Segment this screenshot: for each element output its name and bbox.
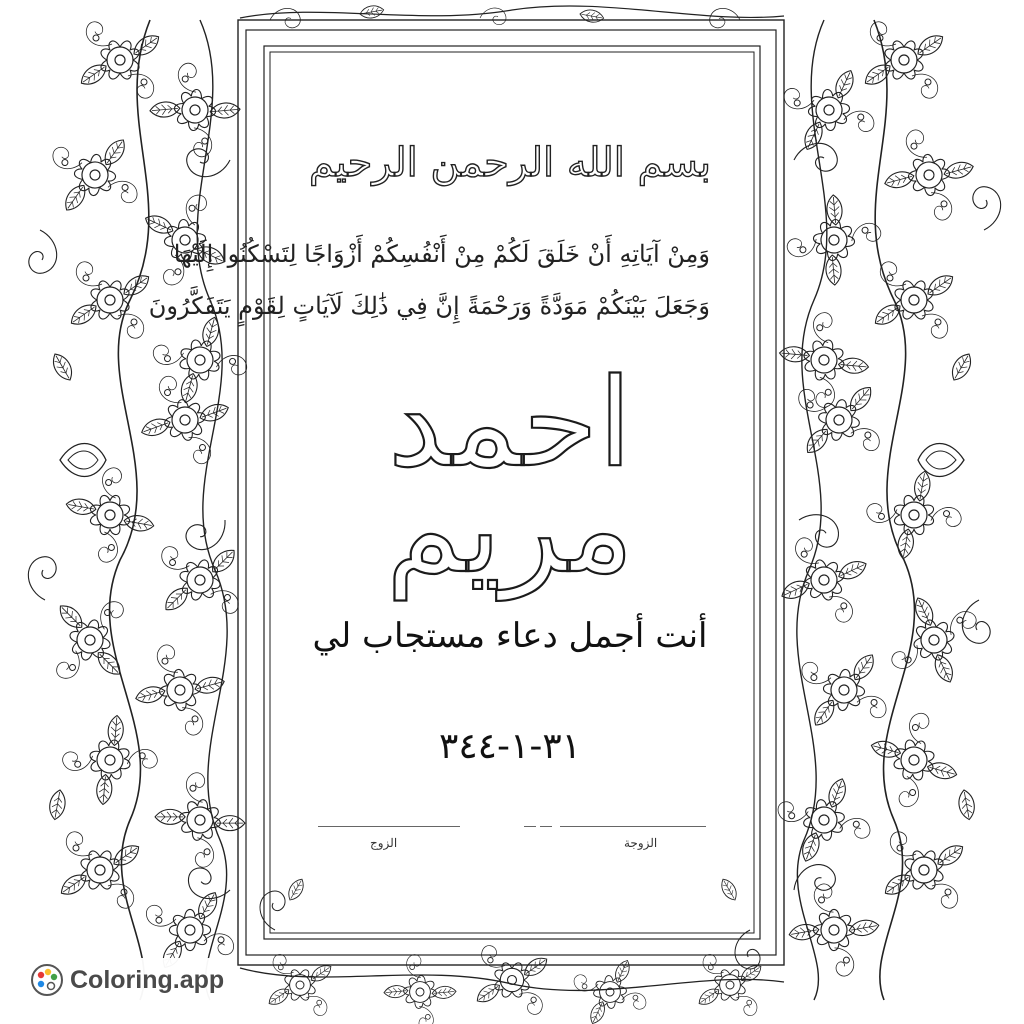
signature-dash bbox=[540, 826, 552, 827]
love-message: أنت أجمل دعاء مستجاب لي bbox=[312, 616, 708, 656]
groom-name: احمد bbox=[388, 352, 632, 494]
verse-line-2: وَجَعَلَ بَيْنَكُمْ مَوَدَّةً وَرَحْمَةً إِنَّ فِي ذَٰلِكَ لَآيَاتٍ لِقَوْمٍ يَتَفَكَّرُونَ bbox=[148, 292, 710, 320]
verse-line-1: وَمِنْ آيَاتِهِ أَنْ خَلَقَ لَكُمْ مِنْ أَنْفُسِكُمْ أَزْوَاجًا لِتَسْكُنُوا إِلَيْهَا bbox=[173, 240, 710, 268]
bride-signature-label: الزوجة bbox=[624, 836, 658, 850]
watermark-text: Coloring.app bbox=[70, 965, 225, 994]
bride-signature-line bbox=[560, 826, 706, 827]
coloring-app-watermark[interactable] bbox=[22, 958, 234, 1002]
left-ornament bbox=[28, 19, 259, 1000]
palette-icon bbox=[30, 963, 64, 997]
right-ornament bbox=[764, 19, 1000, 1000]
groom-signature-line bbox=[318, 826, 460, 827]
basmala-calligraphy: بسم الله الرحمن الرحيم bbox=[308, 140, 712, 186]
top-ornament bbox=[240, 4, 784, 28]
bride-name: مريم bbox=[386, 458, 634, 600]
signature-dash bbox=[524, 826, 536, 827]
groom-signature-label: الزوج bbox=[370, 836, 398, 850]
wedding-date: ٣١-١-٣٤٤ bbox=[438, 726, 582, 767]
